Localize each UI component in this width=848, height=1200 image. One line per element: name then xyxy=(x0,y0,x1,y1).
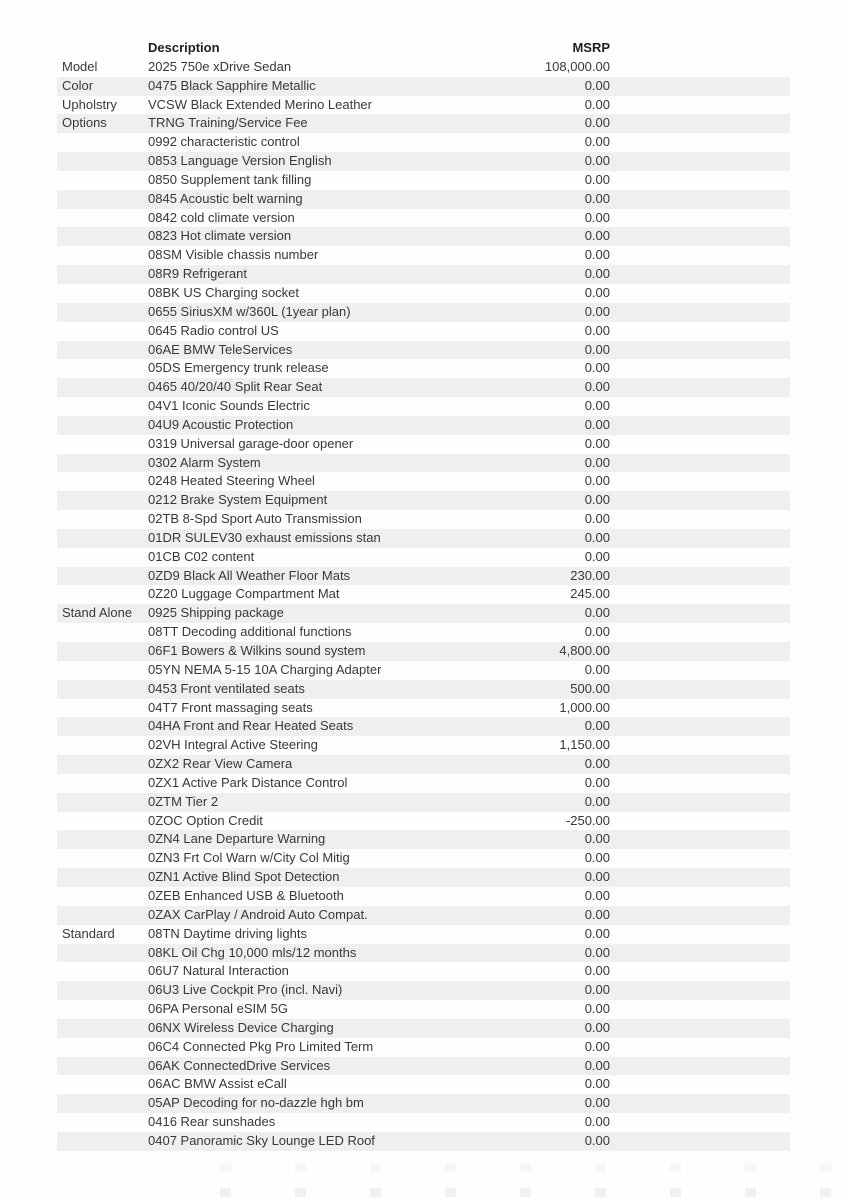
table-row xyxy=(57,1000,790,1019)
row-trailing-spacer xyxy=(610,397,790,416)
row-msrp: 0.00 xyxy=(584,1019,610,1035)
row-description: 0ZX1 Active Park Distance Control xyxy=(148,774,348,790)
row-trailing-spacer xyxy=(610,133,790,152)
row-msrp: 0.00 xyxy=(584,435,610,451)
row-trailing-spacer xyxy=(610,755,790,774)
row-category xyxy=(57,322,148,341)
row-category xyxy=(57,454,148,473)
row-msrp: 0.00 xyxy=(584,774,610,790)
row-trailing-spacer xyxy=(610,341,790,360)
table-row xyxy=(57,623,790,642)
column-header-category-spacer xyxy=(57,39,148,58)
row-trailing-spacer xyxy=(610,454,790,473)
row-msrp: 0.00 xyxy=(584,492,610,508)
row-category xyxy=(57,1075,148,1094)
row-trailing-spacer xyxy=(610,1075,790,1094)
row-trailing-spacer xyxy=(610,962,790,981)
row-category xyxy=(57,171,148,190)
row-msrp: 1,000.00 xyxy=(559,699,610,715)
row-description: 0475 Black Sapphire Metallic xyxy=(148,77,316,93)
table-row xyxy=(57,1038,790,1057)
table-row xyxy=(57,849,790,868)
row-trailing-spacer xyxy=(610,227,790,246)
row-trailing-spacer xyxy=(610,1038,790,1057)
row-description: 0ZAX CarPlay / Android Auto Compat. xyxy=(148,906,368,922)
row-category xyxy=(57,190,148,209)
table-row xyxy=(57,491,790,510)
row-description: 0453 Front ventilated seats xyxy=(148,680,305,696)
row-category xyxy=(57,793,148,812)
row-msrp: 0.00 xyxy=(584,134,610,150)
table-row xyxy=(57,1094,790,1113)
row-description: 0853 Language Version English xyxy=(148,153,332,169)
row-description: 08KL Oil Chg 10,000 mls/12 months xyxy=(148,944,357,960)
table-row xyxy=(57,58,790,77)
row-msrp: 0.00 xyxy=(584,303,610,319)
row-trailing-spacer xyxy=(610,812,790,831)
row-category xyxy=(57,378,148,397)
table-row xyxy=(57,1057,790,1076)
row-description: 0ZX2 Rear View Camera xyxy=(148,756,293,772)
row-description: 0465 40/20/40 Split Rear Seat xyxy=(148,379,323,395)
row-description: 0ZN4 Lane Departure Warning xyxy=(148,831,326,847)
row-description: 0416 Rear sunshades xyxy=(148,1114,276,1130)
table-row xyxy=(57,322,790,341)
row-msrp: 0.00 xyxy=(584,1076,610,1092)
table-row xyxy=(57,699,790,718)
row-category xyxy=(57,529,148,548)
row-trailing-spacer xyxy=(610,774,790,793)
row-trailing-spacer xyxy=(610,548,790,567)
row-trailing-spacer xyxy=(610,661,790,680)
row-description: 06C4 Connected Pkg Pro Limited Term xyxy=(148,1038,374,1054)
row-trailing-spacer xyxy=(610,190,790,209)
table-row xyxy=(57,416,790,435)
row-description: 0842 cold climate version xyxy=(148,209,295,225)
column-header-msrp: MSRP xyxy=(572,40,610,55)
row-trailing-spacer xyxy=(610,96,790,115)
row-description: 0212 Brake System Equipment xyxy=(148,492,328,508)
row-category xyxy=(57,133,148,152)
row-description: 04U9 Acoustic Protection xyxy=(148,416,294,432)
row-description: 08SM Visible chassis number xyxy=(148,247,319,263)
row-trailing-spacer xyxy=(610,717,790,736)
table-row xyxy=(57,981,790,1000)
row-description: 08TT Decoding additional functions xyxy=(148,624,352,640)
table-row xyxy=(57,812,790,831)
table-row xyxy=(57,661,790,680)
row-msrp: 245.00 xyxy=(570,586,610,602)
row-description: 06U3 Live Cockpit Pro (incl. Navi) xyxy=(148,982,343,998)
row-category xyxy=(57,1038,148,1057)
table-row xyxy=(57,190,790,209)
row-category xyxy=(57,1132,148,1151)
row-category: Model xyxy=(62,58,98,74)
row-msrp: 0.00 xyxy=(584,869,610,885)
table-row xyxy=(57,152,790,171)
row-description: 05DS Emergency trunk release xyxy=(148,360,329,376)
table-row xyxy=(57,774,790,793)
row-trailing-spacer xyxy=(610,680,790,699)
row-msrp: 0.00 xyxy=(584,360,610,376)
row-msrp: 0.00 xyxy=(584,529,610,545)
row-description: 08R9 Refrigerant xyxy=(148,266,247,282)
row-description: 0ZTM Tier 2 xyxy=(148,793,219,809)
table-row xyxy=(57,906,790,925)
row-category xyxy=(57,887,148,906)
row-category xyxy=(57,680,148,699)
table-row xyxy=(57,77,790,96)
row-msrp: -250.00 xyxy=(565,812,610,828)
row-msrp: 0.00 xyxy=(584,831,610,847)
table-row xyxy=(57,1132,790,1151)
table-row xyxy=(57,887,790,906)
table-row xyxy=(57,925,790,944)
row-trailing-spacer xyxy=(610,642,790,661)
row-category xyxy=(57,303,148,322)
table-row xyxy=(57,585,790,604)
table-row xyxy=(57,962,790,981)
row-msrp: 0.00 xyxy=(584,963,610,979)
row-trailing-spacer xyxy=(610,1113,790,1132)
row-msrp: 500.00 xyxy=(570,680,610,696)
row-trailing-spacer xyxy=(610,1057,790,1076)
table-row xyxy=(57,680,790,699)
row-description: 04HA Front and Rear Heated Seats xyxy=(148,718,354,734)
row-trailing-spacer xyxy=(610,1000,790,1019)
row-trailing-spacer xyxy=(610,284,790,303)
column-header-trailing-spacer xyxy=(610,39,790,58)
row-description: 0992 characteristic control xyxy=(148,134,300,150)
row-msrp: 4,800.00 xyxy=(559,643,610,658)
row-description: 0655 SiriusXM w/360L (1year plan) xyxy=(148,303,351,319)
row-category xyxy=(57,341,148,360)
row-description: 06PA Personal eSIM 5G xyxy=(148,1001,288,1017)
row-trailing-spacer xyxy=(610,887,790,906)
row-category xyxy=(57,510,148,529)
row-trailing-spacer xyxy=(610,736,790,755)
row-msrp: 230.00 xyxy=(570,567,610,583)
row-trailing-spacer xyxy=(610,322,790,341)
table-body xyxy=(57,58,790,1151)
table-row xyxy=(57,133,790,152)
table-row xyxy=(57,454,790,473)
row-msrp: 0.00 xyxy=(584,1057,610,1073)
row-description: 0850 Supplement tank filling xyxy=(148,171,312,187)
table-row xyxy=(57,944,790,963)
row-category xyxy=(57,227,148,246)
row-trailing-spacer xyxy=(610,925,790,944)
table-row xyxy=(57,303,790,322)
table-row xyxy=(57,114,790,133)
row-trailing-spacer xyxy=(610,246,790,265)
row-msrp: 0.00 xyxy=(584,1132,610,1148)
row-category xyxy=(57,209,148,228)
row-trailing-spacer xyxy=(610,435,790,454)
row-msrp: 0.00 xyxy=(584,115,610,131)
table-row xyxy=(57,227,790,246)
row-category xyxy=(57,152,148,171)
row-trailing-spacer xyxy=(610,849,790,868)
row-category xyxy=(57,435,148,454)
row-description: 2025 750e xDrive Sedan xyxy=(148,58,292,74)
table-row xyxy=(57,341,790,360)
table-row xyxy=(57,397,790,416)
table-row xyxy=(57,1019,790,1038)
row-msrp: 0.00 xyxy=(584,624,610,640)
row-category xyxy=(57,736,148,755)
table-row xyxy=(57,472,790,491)
row-description: 0925 Shipping package xyxy=(148,605,284,621)
row-description: 06F1 Bowers & Wilkins sound system xyxy=(148,643,366,658)
row-category xyxy=(57,1019,148,1038)
row-msrp: 0.00 xyxy=(584,982,610,998)
row-category xyxy=(57,567,148,586)
row-description: 0302 Alarm System xyxy=(148,454,261,470)
row-trailing-spacer xyxy=(610,77,790,96)
row-trailing-spacer xyxy=(610,152,790,171)
row-description: VCSW Black Extended Merino Leather xyxy=(148,96,372,112)
row-trailing-spacer xyxy=(610,1019,790,1038)
table-row xyxy=(57,246,790,265)
row-msrp: 0.00 xyxy=(584,605,610,621)
row-category xyxy=(57,812,148,831)
row-description: 05YN NEMA 5-15 10A Charging Adapter xyxy=(148,661,382,677)
row-category xyxy=(57,397,148,416)
row-category xyxy=(57,359,148,378)
row-category xyxy=(57,548,148,567)
row-description: 08BK US Charging socket xyxy=(148,284,300,300)
row-description: 06AE BMW TeleServices xyxy=(148,341,293,357)
row-category: Stand Alone xyxy=(62,605,133,621)
row-description: 06NX Wireless Device Charging xyxy=(148,1019,334,1035)
row-trailing-spacer xyxy=(610,171,790,190)
table-row xyxy=(57,793,790,812)
row-category xyxy=(57,755,148,774)
table-row xyxy=(57,548,790,567)
row-description: TRNG Training/Service Fee xyxy=(148,115,308,131)
row-description: 02TB 8-Spd Sport Auto Transmission xyxy=(148,511,362,527)
row-msrp: 0.00 xyxy=(584,77,610,93)
row-msrp: 1,150.00 xyxy=(559,737,610,753)
table-row xyxy=(57,359,790,378)
table-row xyxy=(57,171,790,190)
table-row xyxy=(57,1113,790,1132)
row-msrp: 0.00 xyxy=(584,284,610,300)
row-category xyxy=(57,623,148,642)
row-category xyxy=(57,1000,148,1019)
row-category: Upholstry xyxy=(62,96,117,112)
row-trailing-spacer xyxy=(610,604,790,623)
row-description: 0645 Radio control US xyxy=(148,322,279,338)
row-trailing-spacer xyxy=(610,209,790,228)
row-msrp: 0.00 xyxy=(584,473,610,489)
row-msrp: 0.00 xyxy=(584,247,610,263)
row-description: 0319 Universal garage-door opener xyxy=(148,435,354,451)
table-row xyxy=(57,717,790,736)
row-msrp: 0.00 xyxy=(584,1038,610,1054)
table-row xyxy=(57,510,790,529)
row-msrp: 0.00 xyxy=(584,850,610,866)
row-msrp: 0.00 xyxy=(584,1114,610,1130)
row-description: 0ZEB Enhanced USB & Bluetooth xyxy=(148,887,344,903)
row-trailing-spacer xyxy=(610,944,790,963)
row-trailing-spacer xyxy=(610,981,790,1000)
row-trailing-spacer xyxy=(610,793,790,812)
row-category xyxy=(57,699,148,718)
table-row xyxy=(57,435,790,454)
row-msrp: 108,000.00 xyxy=(544,58,610,74)
row-category xyxy=(57,585,148,604)
row-msrp: 0.00 xyxy=(584,756,610,772)
row-category xyxy=(57,416,148,435)
row-msrp: 0.00 xyxy=(584,1095,610,1111)
row-description: 05AP Decoding for no-dazzle hgh bm xyxy=(148,1095,364,1111)
row-category xyxy=(57,717,148,736)
row-msrp: 0.00 xyxy=(584,96,610,112)
row-description: 0ZN1 Active Blind Spot Detection xyxy=(148,869,340,885)
scan-artifact-band xyxy=(220,1163,848,1172)
table-row xyxy=(57,96,790,115)
row-msrp: 0.00 xyxy=(584,416,610,432)
row-trailing-spacer xyxy=(610,623,790,642)
table-row xyxy=(57,1075,790,1094)
row-description: 0407 Panoramic Sky Lounge LED Roof xyxy=(148,1132,375,1148)
row-msrp: 0.00 xyxy=(584,379,610,395)
table-row xyxy=(57,604,790,623)
row-trailing-spacer xyxy=(610,830,790,849)
row-trailing-spacer xyxy=(610,114,790,133)
row-msrp: 0.00 xyxy=(584,341,610,357)
row-description: 04T7 Front massaging seats xyxy=(148,699,313,715)
row-msrp: 0.00 xyxy=(584,228,610,244)
scan-artifact-band xyxy=(220,1188,848,1197)
row-category xyxy=(57,906,148,925)
row-description: 0ZOC Option Credit xyxy=(148,812,263,828)
table-row xyxy=(57,736,790,755)
row-trailing-spacer xyxy=(610,1094,790,1113)
row-category xyxy=(57,246,148,265)
row-trailing-spacer xyxy=(610,906,790,925)
row-msrp: 0.00 xyxy=(584,511,610,527)
row-trailing-spacer xyxy=(610,303,790,322)
row-trailing-spacer xyxy=(610,510,790,529)
row-description: 08TN Daytime driving lights xyxy=(148,925,307,941)
table-row xyxy=(57,529,790,548)
row-description: 0823 Hot climate version xyxy=(148,228,292,244)
row-msrp: 0.00 xyxy=(584,1001,610,1017)
row-description: 04V1 Iconic Sounds Electric xyxy=(148,398,310,414)
row-description: 06AC BMW Assist eCall xyxy=(148,1076,287,1092)
row-description: 0Z20 Luggage Compartment Mat xyxy=(148,586,340,602)
row-msrp: 0.00 xyxy=(584,266,610,282)
row-trailing-spacer xyxy=(610,359,790,378)
table-row xyxy=(57,567,790,586)
row-description: 0ZN3 Frt Col Warn w/City Col Mitig xyxy=(148,850,350,866)
row-category: Color xyxy=(62,77,94,93)
row-category xyxy=(57,1057,148,1076)
row-category xyxy=(57,661,148,680)
row-category xyxy=(57,981,148,1000)
row-msrp: 0.00 xyxy=(584,190,610,206)
row-category xyxy=(57,284,148,303)
row-description: 0248 Heated Steering Wheel xyxy=(148,473,315,489)
row-trailing-spacer xyxy=(610,472,790,491)
row-description: 06AK ConnectedDrive Services xyxy=(148,1057,331,1073)
row-msrp: 0.00 xyxy=(584,548,610,564)
row-trailing-spacer xyxy=(610,529,790,548)
row-category xyxy=(57,491,148,510)
row-category xyxy=(57,472,148,491)
row-msrp: 0.00 xyxy=(584,718,610,734)
row-msrp: 0.00 xyxy=(584,322,610,338)
row-trailing-spacer xyxy=(610,58,790,77)
row-category xyxy=(57,642,148,661)
row-msrp: 0.00 xyxy=(584,398,610,414)
table-row xyxy=(57,265,790,284)
row-category xyxy=(57,1094,148,1113)
row-trailing-spacer xyxy=(610,699,790,718)
row-category xyxy=(57,868,148,887)
row-msrp: 0.00 xyxy=(584,661,610,677)
row-msrp: 0.00 xyxy=(584,153,610,169)
row-msrp: 0.00 xyxy=(584,793,610,809)
row-trailing-spacer xyxy=(610,491,790,510)
table-row xyxy=(57,868,790,887)
table-row xyxy=(57,378,790,397)
row-category xyxy=(57,265,148,284)
row-trailing-spacer xyxy=(610,1132,790,1151)
row-category xyxy=(57,962,148,981)
row-msrp: 0.00 xyxy=(584,925,610,941)
table-row xyxy=(57,209,790,228)
options-pricing-table xyxy=(57,39,790,1151)
row-trailing-spacer xyxy=(610,585,790,604)
table-row xyxy=(57,642,790,661)
row-msrp: 0.00 xyxy=(584,171,610,187)
row-trailing-spacer xyxy=(610,567,790,586)
row-trailing-spacer xyxy=(610,265,790,284)
column-header-description: Description xyxy=(148,40,220,55)
row-category xyxy=(57,774,148,793)
row-category xyxy=(57,830,148,849)
table-row xyxy=(57,755,790,774)
row-msrp: 0.00 xyxy=(584,944,610,960)
row-msrp: 0.00 xyxy=(584,906,610,922)
table-row xyxy=(57,284,790,303)
row-category: Options xyxy=(62,115,107,131)
table-row xyxy=(57,830,790,849)
row-description: 0ZD9 Black All Weather Floor Mats xyxy=(148,567,351,583)
table-header-row xyxy=(57,39,790,58)
row-msrp: 0.00 xyxy=(584,454,610,470)
row-description: 02VH Integral Active Steering xyxy=(148,737,318,753)
row-trailing-spacer xyxy=(610,378,790,397)
row-description: 01CB C02 content xyxy=(148,548,255,564)
row-category xyxy=(57,944,148,963)
row-category: Standard xyxy=(62,925,115,941)
row-category xyxy=(57,1113,148,1132)
row-msrp: 0.00 xyxy=(584,887,610,903)
row-description: 0845 Acoustic belt warning xyxy=(148,190,303,206)
row-description: 06U7 Natural Interaction xyxy=(148,963,289,979)
row-trailing-spacer xyxy=(610,416,790,435)
row-description: 01DR SULEV30 exhaust emissions stan xyxy=(148,529,381,545)
row-trailing-spacer xyxy=(610,868,790,887)
row-category xyxy=(57,849,148,868)
row-msrp: 0.00 xyxy=(584,209,610,225)
